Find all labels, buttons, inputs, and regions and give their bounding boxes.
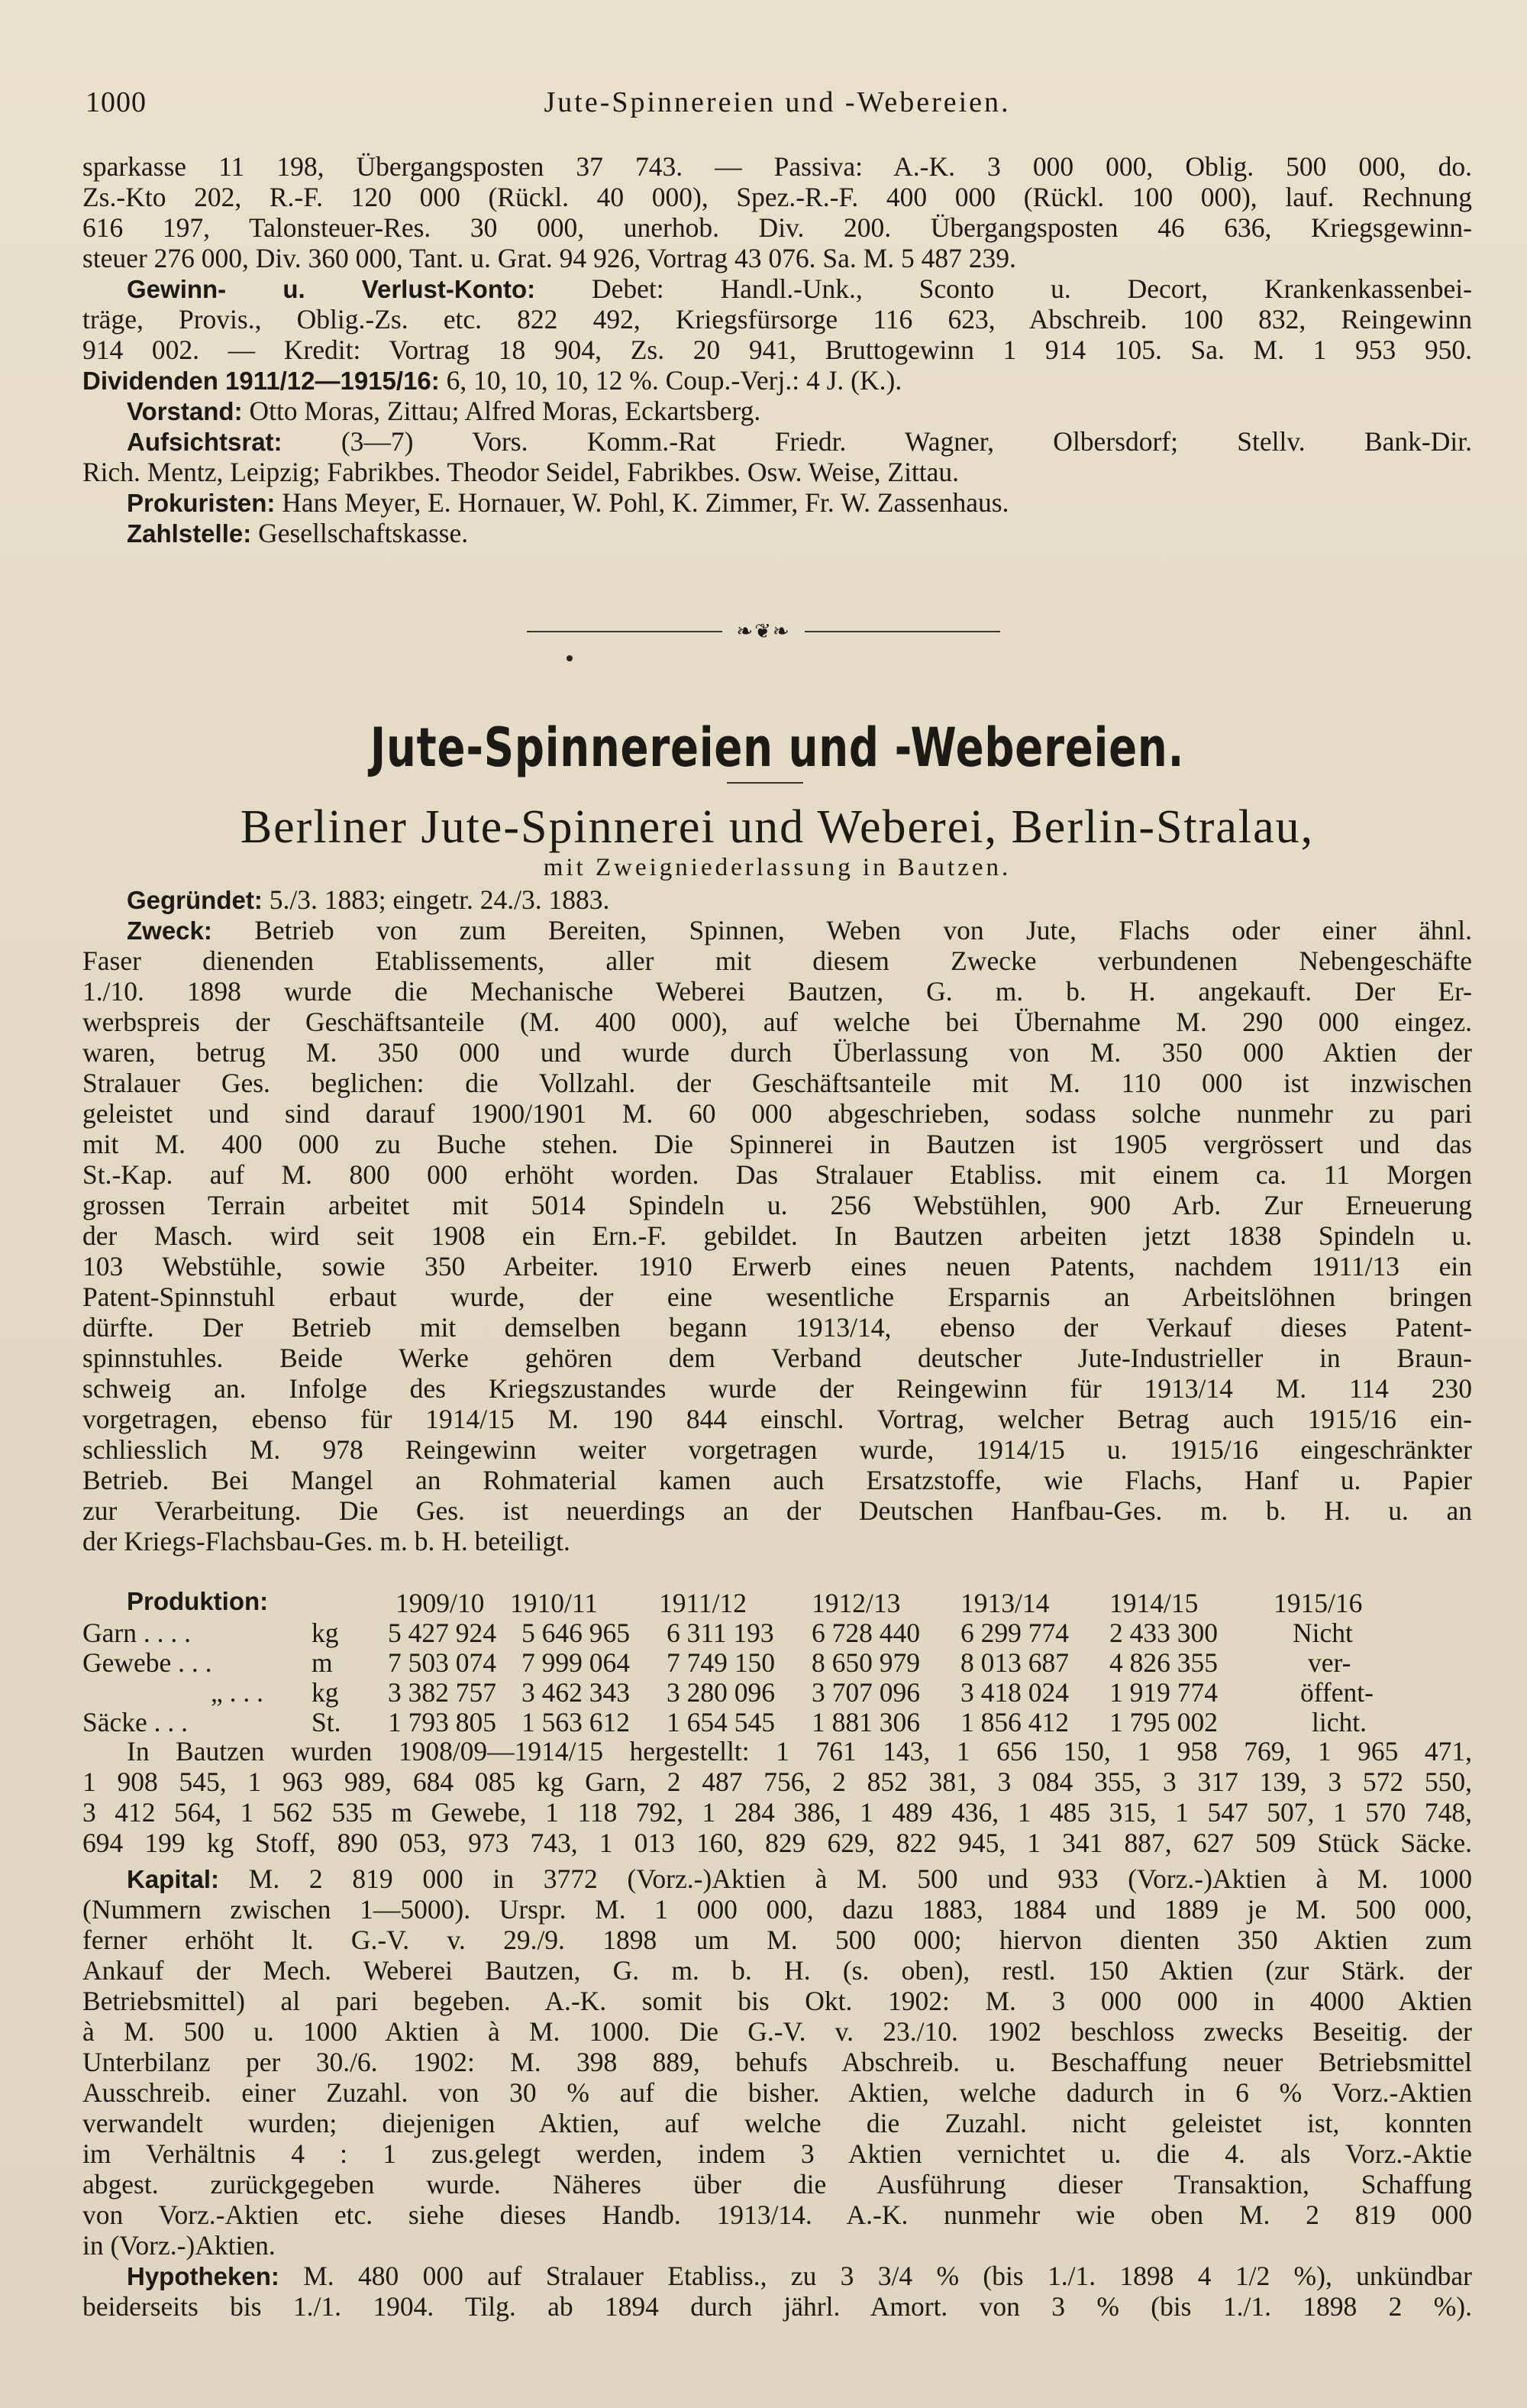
text-line: im Verhältnis 4 : 1 zus.gelegt werden, indem 3 Aktien vernichtet u. die 4. als Vorz.-Aktie (82, 2138, 1472, 2169)
text-line: St.-Kap. auf M. 800 000 erhöht worden. Das Stralauer Etabliss. mit einem ca. 11 Morgen (82, 1159, 1472, 1190)
paying-text: Gesellschaftskasse. (251, 518, 469, 548)
cell: 5 646 965 (521, 1618, 630, 1648)
text-line: abgest. zurückgegeben wurde. Näheres über die Ausführung dieser Transaktion, Schaffung (82, 2169, 1472, 2200)
cell: 1 919 774 (1109, 1677, 1218, 1708)
paying-label: Zahlstelle: (127, 519, 252, 548)
text-line: Patent-Spinnstuhl erbaut wurde, der eine wesentliche Ersparnis an Arbeitslöhnen bringen (82, 1282, 1472, 1312)
text-line: In Bautzen wurden 1908/09—1914/15 hergestellt: 1 761 143, 1 656 150, 1 958 769, 1 965 471, (127, 1736, 1472, 1766)
text-line: ferner erhöht lt. G.-V. v. 29./9. 1898 um M. 500 000; hiervon dienten 350 Aktien zum (82, 1925, 1472, 1955)
cell: 7 749 150 (667, 1647, 775, 1678)
text-line: Betrieb. Bei Mangel an Rohmaterial kamen auch Ersatzstoffe, wie Flachs, Hanf u. Papier (82, 1465, 1472, 1495)
mortgages-line (82, 2261, 1472, 2291)
section-title: Jute-Spinnereien und -Webereien. (370, 716, 1185, 779)
note-cell: ver- (1308, 1647, 1351, 1678)
cell: 1 563 612 (521, 1707, 630, 1737)
text-line: spinnstuhles. Beide Werke gehören dem Verband deutscher Jute-Industrieller in Braun- (82, 1343, 1472, 1373)
procurists-line (82, 487, 1472, 518)
dividends-text: 6, 10, 10, 10, 12 %. Coup.-Verj.: 4 J. (K.). (439, 365, 902, 396)
cell: 7 503 074 (388, 1647, 496, 1678)
text-line: dürfte. Der Betrieb mit demselben begann 1913/14, ebenso der Verkauf dieses Patent- (82, 1312, 1472, 1343)
board-text: Otto Moras, Zittau; Alfred Moras, Eckartsberg. (242, 396, 761, 426)
company-entry (82, 884, 1472, 1556)
text-line: 3 412 564, 1 562 535 m Gewebe, 1 118 792, 1 284 386, 1 489 436, 1 485 315, 1 547 507, 1 570 748, (82, 1797, 1472, 1828)
cell: 1 793 805 (388, 1707, 496, 1737)
year-header: 1913/14 (960, 1588, 1050, 1618)
divider-rule-right (805, 631, 1000, 632)
year-header: 1912/13 (812, 1588, 901, 1618)
page-header (82, 86, 1472, 131)
page-number: 1000 (86, 86, 147, 118)
text-line: (Nummern zwischen 1—5000). Urspr. M. 1 000 000, dazu 1883, 1884 und 1889 je M. 500 000, (82, 1894, 1472, 1925)
text-line: 914 002. — Kredit: Vortrag 18 904, Zs. 20 941, Bruttogewinn 1 914 105. Sa. M. 1 953 950. (82, 335, 1472, 365)
cell: 2 433 300 (1109, 1618, 1218, 1648)
text-line: 1./10. 1898 wurde die Mechanische Weberei Bautzen, G. m. b. H. angekauft. Der Er- (82, 976, 1472, 1007)
text-line: werbspreis der Geschäftsanteile (M. 400 000), auf welche bei Übernahme M. 290 000 eingez. (82, 1007, 1472, 1037)
text-line: der Kriegs-Flachsbau-Ges. m. b. H. beteiligt. (82, 1526, 570, 1556)
founded-label: Gegründet: (127, 886, 263, 914)
row-unit: kg (312, 1618, 339, 1648)
production-label: Produktion: (127, 1587, 269, 1615)
production-table (82, 1587, 1472, 1736)
cell: 1 795 002 (1109, 1707, 1218, 1737)
row-label: „ . . . (211, 1677, 264, 1708)
cell: 8 013 687 (960, 1647, 1069, 1678)
text-line: 616 197, Talonsteuer-Res. 30 000, unerhob. Div. 200. Übergangsposten 46 636, Kriegsgewinn- (82, 212, 1472, 243)
text-line: Rich. Mentz, Leipzig; Fabrikbes. Theodor Seidel, Fabrikbes. Osw. Weise, Zittau. (82, 457, 960, 487)
section-divider (527, 622, 1000, 641)
note-cell: Nicht (1293, 1618, 1353, 1648)
text-line: verwandelt wurden; diejenigen Aktien, auf welche die Zuzahl. nicht geleistet ist, konnten (82, 2108, 1472, 2138)
mortgages-paragraph (82, 2261, 1472, 2322)
purpose-text: Betrieb von zum Bereiten, Spinnen, Weben von Jute, Flachs oder einer ähnl. (211, 915, 1472, 945)
dividends-line (82, 365, 1472, 396)
text-line: grossen Terrain arbeitet mit 5014 Spindeln u. 256 Webstühlen, 900 Arb. Zur Erneuerung (82, 1190, 1472, 1220)
row-unit: St. (312, 1707, 341, 1737)
supervisory-text: (3—7) Vors. Komm.-Rat Friedr. Wagner, Olbersdorf; Stellv. Bank-Dir. (282, 426, 1472, 457)
text-line: träge, Provis., Oblig.-Zs. etc. 822 492, Kriegsfürsorge 116 623, Abschreib. 100 832, Reingewinn (82, 304, 1472, 335)
text-line: Unterbilanz per 30./6. 1902: M. 398 889, behufs Abschreib. u. Beschaffung neuer Betriebsmittel (82, 2047, 1472, 2077)
text-line: schweig an. Infolge des Kriegszustandes wurde der Reingewinn für 1913/14 M. 114 230 (82, 1373, 1472, 1404)
mortgages-text: M. 480 000 auf Stralauer Etabliss., zu 3 3/4 % (bis 1./1. 1898 4 1/2 %), unkündbar (279, 2261, 1472, 2291)
text-line: beiderseits bis 1./1. 1904. Tilg. ab 1894 durch jährl. Amort. von 3 % (bis 1./1. 1898 2 %). (82, 2291, 1472, 2322)
company-subtitle: mit Zweigniederlassung in Bautzen. (543, 854, 1012, 881)
text-line: 103 Webstühle, sowie 350 Arbeiter. 1910 Erwerb eines neuen Patents, nachdem 1911/13 ein (82, 1251, 1472, 1282)
text-line: vorgetragen, ebenso für 1914/15 M. 190 844 einschl. Vortrag, welcher Betrag auch 1915/16 ein- (82, 1404, 1472, 1434)
production-header-row (82, 1587, 1472, 1617)
cell: 1 856 412 (960, 1707, 1069, 1737)
running-title: Jute-Spinnereien und -Webereien. (544, 86, 1011, 118)
cell: 3 382 757 (388, 1677, 496, 1708)
supervisory-line (82, 426, 1472, 457)
note-cell: licht. (1312, 1707, 1367, 1737)
company-name: Berliner Jute-Spinnerei und Weberei, Berlin-Stralau, (240, 801, 1315, 853)
supervisory-label: Aufsichtsrat: (127, 428, 282, 456)
text-line: von Vorz.-Aktien etc. siehe dieses Handb. 1913/14. A.-K. nunmehr wie oben M. 2 819 000 (82, 2200, 1472, 2230)
paying-line (82, 518, 1472, 548)
procurists-label: Prokuristen: (127, 489, 276, 517)
cell: 6 728 440 (812, 1618, 920, 1648)
procurists-text: Hans Meyer, E. Hornauer, W. Pohl, K. Zimmer, Fr. W. Zassenhaus. (275, 487, 1009, 518)
text-line: schliesslich M. 978 Reingewinn weiter vorgetragen wurde, 1914/15 u. 1915/16 eingeschränkter (82, 1434, 1472, 1465)
year-header: 1911/12 (659, 1588, 747, 1618)
board-label: Vorstand: (127, 397, 243, 425)
text-line: 694 199 kg Stoff, 890 053, 973 743, 1 013 160, 829 629, 822 945, 1 341 887, 627 509 Stück Säcke. (82, 1828, 1472, 1858)
text-line: à M. 500 u. 1000 Aktien à M. 1000. Die G.-V. v. 23./10. 1902 beschloss zwecks Beseitig. der (82, 2016, 1472, 2047)
text-line: mit M. 400 000 zu Buche stehen. Die Spinnerei in Bautzen ist 1905 vergrössert und das (82, 1129, 1472, 1159)
row-label: Gewebe . . . (82, 1647, 212, 1678)
capital-text: M. 2 819 000 in 3772 (Vorz.-)Aktien à M. 500 und 933 (Vorz.-)Aktien à M. 1000 (219, 1863, 1472, 1894)
previous-entry (82, 151, 1472, 548)
cell: 7 999 064 (521, 1647, 630, 1678)
text-line: in (Vorz.-)Aktien. (82, 2230, 276, 2261)
capital-line (82, 1863, 1472, 1894)
production-row-saecke (82, 1706, 1472, 1736)
note-cell: öffent- (1300, 1677, 1374, 1708)
gv-text: Debet: Handl.-Unk., Sconto u. Decort, Krankenkassenbei- (535, 273, 1472, 304)
text-line: steuer 276 000, Div. 360 000, Tant. u. Grat. 94 926, Vortrag 43 076. Sa. M. 5 487 239. (82, 243, 1016, 273)
text-line: waren, betrug M. 350 000 und wurde durch Überlassung von M. 350 000 Aktien der (82, 1037, 1472, 1068)
row-unit: m (312, 1647, 333, 1678)
production-row-gewebe-m (82, 1647, 1472, 1676)
dividends-label: Dividenden 1911/12—1915/16: (82, 367, 440, 395)
cell: 3 418 024 (960, 1677, 1069, 1708)
cell: 3 462 343 (521, 1677, 630, 1708)
title-rule (727, 782, 803, 784)
bautzen-paragraph (82, 1736, 1472, 1858)
text-line: Stralauer Ges. beglichen: die Vollzahl. der Geschäftsanteile mit M. 110 000 ist inzwischen (82, 1068, 1472, 1098)
cell: 3 707 096 (812, 1677, 920, 1708)
fleuron-icon: ❧❦❧ (736, 620, 791, 642)
cell: 1 654 545 (667, 1707, 775, 1737)
text-line: Zs.-Kto 202, R.-F. 120 000 (Rückl. 40 000), Spez.-R.-F. 400 000 (Rückl. 100 000), lauf. Rechnung (82, 182, 1472, 212)
text-line: 1 908 545, 1 963 989, 684 085 kg Garn, 2 487 756, 2 852 381, 3 084 355, 3 317 139, 3 572 550, (82, 1766, 1472, 1797)
mortgages-label: Hypotheken: (127, 2262, 279, 2290)
cell: 5 427 924 (388, 1618, 496, 1648)
production-row-garn (82, 1617, 1472, 1647)
production-row-gewebe-kg (82, 1676, 1472, 1706)
founded-line (82, 884, 1472, 915)
cell: 8 650 979 (812, 1647, 920, 1678)
founded-text: 5./3. 1883; eingetr. 24./3. 1883. (262, 884, 610, 915)
text-line: Betriebsmittel) al pari begeben. A.-K. somit bis Okt. 1902: M. 3 000 000 in 4000 Aktien (82, 1986, 1472, 2016)
divider-rule-left (527, 631, 722, 632)
row-label: Säcke . . . (82, 1707, 189, 1737)
cell: 1 881 306 (812, 1707, 920, 1737)
cell: 6 311 193 (667, 1618, 774, 1648)
text-line: sparkasse 11 198, Übergangsposten 37 743. — Passiva: A.-K. 3 000 000, Oblig. 500 000, do. (82, 151, 1472, 182)
purpose-line (82, 915, 1472, 945)
board-line (82, 396, 1472, 426)
capital-paragraph (82, 1863, 1472, 2261)
text-line: Faser dienenden Etablissements, aller mit diesem Zwecke verbundenen Nebengeschäfte (82, 945, 1472, 976)
year-header: 1910/11 (510, 1588, 599, 1618)
text-line: geleistet und sind darauf 1900/1901 M. 60 000 abgeschrieben, sodass solche nunmehr zu pari (82, 1098, 1472, 1129)
cell: 4 826 355 (1109, 1647, 1218, 1678)
purpose-label: Zweck: (127, 916, 212, 945)
year-header: 1914/15 (1109, 1588, 1199, 1618)
text-line: Ausschreib. einer Zuzahl. von 30 % auf die bisher. Aktien, welche dadurch in 6 % Vorz.-Aktien (82, 2077, 1472, 2108)
cell: 3 280 096 (667, 1677, 775, 1708)
year-header: 1915/16 (1274, 1588, 1363, 1618)
row-label: Garn . . . . (82, 1618, 191, 1648)
year-header: 1909/10 (395, 1588, 485, 1618)
bullet-dot (567, 655, 573, 661)
text-line: der Masch. wird seit 1908 ein Ern.-F. gebildet. In Bautzen arbeiten jetzt 1838 Spindeln u. (82, 1220, 1472, 1251)
text-line: zur Verarbeitung. Die Ges. ist neuerdings an der Deutschen Hanfbau-Ges. m. b. H. u. an (82, 1495, 1472, 1526)
cell: 6 299 774 (960, 1618, 1069, 1648)
gv-label: Gewinn- u. Verlust-Konto: (127, 275, 536, 303)
row-unit: kg (312, 1677, 339, 1708)
text-line: Ankauf der Mech. Weberei Bautzen, G. m. b. H. (s. oben), restl. 150 Aktien (zur Stärk. der (82, 1955, 1472, 1986)
gv-line (82, 273, 1472, 304)
capital-label: Kapital: (127, 1865, 220, 1893)
